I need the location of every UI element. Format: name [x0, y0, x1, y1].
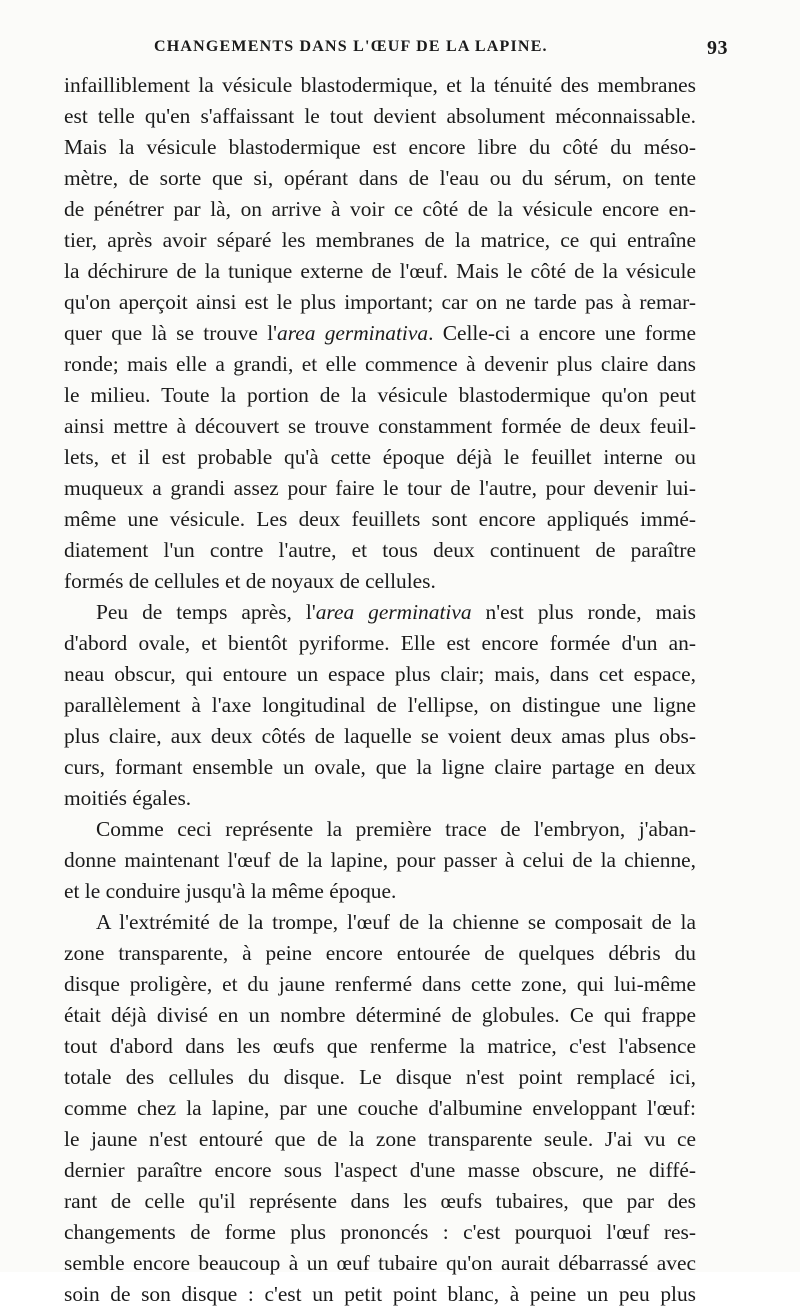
text-line: de pénétrer par là, on arrive à voir ce côté de la vésicule encore en- — [64, 197, 696, 221]
text-line: plus claire, aux deux côtés de laquelle se voient deux amas plus obs- — [64, 724, 696, 748]
text-line: donne maintenant l'œuf de la lapine, pour passer à celui de la chienne, — [64, 848, 696, 872]
text-line: même une vésicule. Les deux feuillets sont encore appliqués immé- — [64, 507, 696, 531]
body-text — [64, 70, 696, 1310]
text-line: zone transparente, à peine encore entourée de quelques débris du — [64, 941, 696, 965]
running-head: CHANGEMENTS DANS L'ŒUF DE LA LAPINE. — [154, 38, 548, 55]
latin-term: area germinativa — [315, 600, 472, 624]
text-line: soin de son disque : c'est un petit point blanc, à peine un peu plus — [64, 1282, 696, 1306]
text-line: quer que là se trouve l'area germinativa. Celle-ci a encore une forme — [64, 321, 696, 345]
text-line: totale des cellules du disque. Le disque n'est point remplacé ici, — [64, 1065, 696, 1089]
text-line: et le conduire jusqu'à la même époque. — [64, 879, 397, 903]
paragraph-start-line: Comme ceci représente la première trace de l'embryon, j'aban- — [96, 817, 696, 841]
text-line: tout d'abord dans les œufs que renferme la matrice, c'est l'absence — [64, 1034, 696, 1058]
paragraph-start-line: A l'extrémité de la trompe, l'œuf de la chienne se composait de la — [96, 910, 696, 934]
text-line: tier, après avoir séparé les membranes de la matrice, ce qui entraîne — [64, 228, 696, 252]
text-line: semble encore beaucoup à un œuf tubaire qu'on aurait débarrassé avec — [64, 1251, 696, 1275]
text-line: moitiés égales. — [64, 786, 192, 810]
text-line: la déchirure de la tunique externe de l'œuf. Mais le côté de la vésicule — [64, 259, 696, 283]
text-line: muqueux a grandi assez pour faire le tour de l'autre, pour devenir lui- — [64, 476, 696, 500]
text-line: d'abord ovale, et bientôt pyriforme. Elle est encore formée d'un an- — [64, 631, 696, 655]
text-line: était déjà divisé en un nombre déterminé de globules. Ce qui frappe — [64, 1003, 696, 1027]
page-number: 93 — [707, 37, 728, 59]
text-line: qu'on aperçoit ainsi est le plus important; car on ne tarde pas à remar- — [64, 290, 696, 314]
text-line: formés de cellules et de noyaux de cellules. — [64, 569, 436, 593]
text-line: est telle qu'en s'affaissant le tout devient absolument méconnaissable. — [64, 104, 696, 128]
text-line: rant de celle qu'il représente dans les œufs tubaires, que par des — [64, 1189, 696, 1213]
text-line: mètre, de sorte que si, opérant dans de l'eau ou du sérum, on tente — [64, 166, 696, 190]
text-line: ronde; mais elle a grandi, et elle commence à devenir plus claire dans — [64, 352, 696, 376]
text-line: infailliblement la vésicule blastodermique, et la ténuité des membranes — [64, 73, 696, 97]
text-line: comme chez la lapine, par une couche d'albumine enveloppant l'œuf: — [64, 1096, 696, 1120]
text-line: dernier paraître encore sous l'aspect d'une masse obscure, ne diffé- — [64, 1158, 696, 1182]
page-header — [64, 37, 728, 64]
latin-term: area germinativa — [277, 321, 429, 345]
text-line: diatement l'un contre l'autre, et tous deux continuent de paraître — [64, 538, 696, 562]
text-line: le jaune n'est entouré que de la zone transparente seule. J'ai vu ce — [64, 1127, 696, 1151]
text-line: changements de forme plus prononcés : c'est pourquoi l'œuf res- — [64, 1220, 696, 1244]
text-line: ainsi mettre à découvert se trouve constamment formée de deux feuil- — [64, 414, 696, 438]
text-line: curs, formant ensemble un ovale, que la ligne claire partage en deux — [64, 755, 696, 779]
paragraph-start-line: Peu de temps après, l'area germinativa n'est plus ronde, mais — [96, 600, 696, 624]
text-line: le milieu. Toute la portion de la vésicule blastodermique qu'on peut — [64, 383, 696, 407]
text-line: disque proligère, et du jaune renfermé dans cette zone, qui lui-même — [64, 972, 696, 996]
text-line: parallèlement à l'axe longitudinal de l'ellipse, on distingue une ligne — [64, 693, 696, 717]
text-line: Mais la vésicule blastodermique est encore libre du côté du méso- — [64, 135, 696, 159]
text-line: neau obscur, qui entoure un espace plus clair; mais, dans cet espace, — [64, 662, 696, 686]
text-line: lets, et il est probable qu'à cette époque déjà le feuillet interne ou — [64, 445, 696, 469]
